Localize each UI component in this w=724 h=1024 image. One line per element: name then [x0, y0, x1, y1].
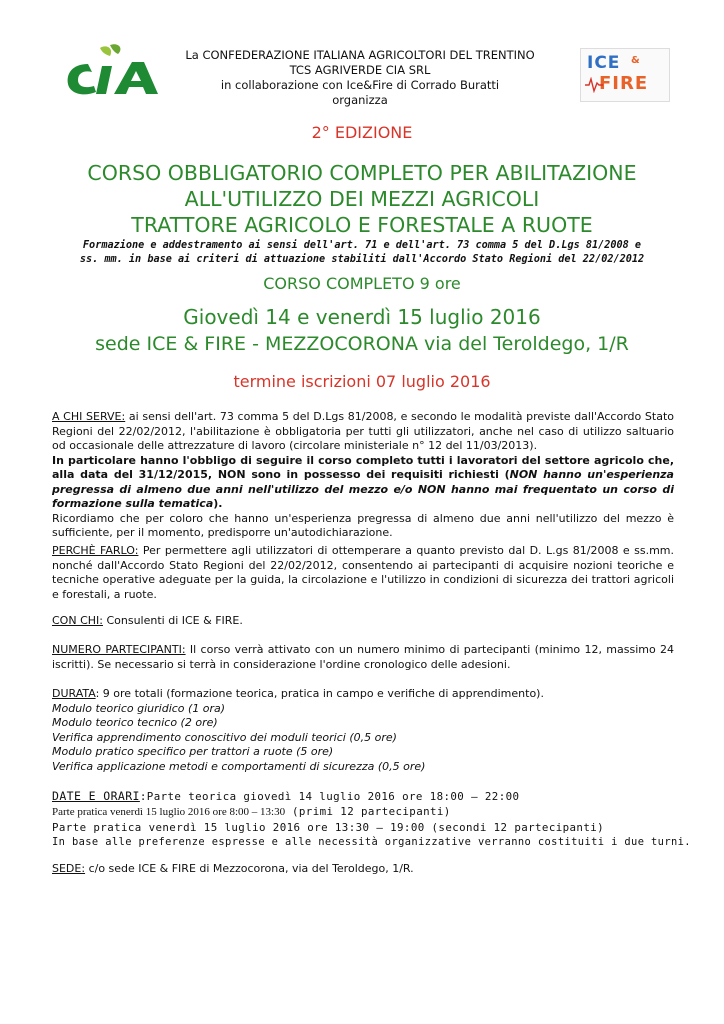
header-line-4: organizza: [332, 93, 388, 107]
course-venue: sede ICE & FIRE - MEZZOCORONA via del Teroldego, 1/R: [95, 333, 629, 355]
date-orari-line-2a: Parte pratica venerdì 15 luglio 2016 ore 8:00 – 13:30: [52, 806, 286, 818]
durata-module-4: Modulo pratico specifico per trattori a ruote (5 ore): [52, 745, 334, 758]
a-chi-serve-text: ai sensi dell'art. 73 comma 5 del D.Lgs 81/2008, e secondo le modalità previste dall'Accordo Stato Regioni del 22/02/2012, l'abilitazione è obbligatoria per tutti gli utilizzatori, anche nel caso di utilizzo saltuario od occasionale delle attrezzature di lavoro (circolare ministeriale n° 12 del 11/03/2013).: [52, 410, 674, 452]
header-block: [150, 48, 570, 108]
title-line-1: CORSO OBBLIGATORIO COMPLETO PER ABILITAZIONE: [87, 161, 637, 185]
durata-module-3: Verifica apprendimento conoscitivo dei moduli teorici (0,5 ore): [52, 730, 397, 744]
con-chi-label: CON CHI:: [52, 614, 103, 627]
course-length: CORSO COMPLETO 9 ore: [263, 274, 461, 293]
date-orari-line-2b: (primi 12 partecipanti): [285, 805, 451, 818]
header-line-2: TCS AGRIVERDE CIA SRL: [289, 63, 431, 77]
header-line-3: in collaborazione con Ice&Fire di Corrado Buratti: [220, 78, 500, 92]
numero-text: Il corso verrà attivato con un numero minimo di partecipanti (minimo 12, massimo 24 iscritti). Se necessario si terrà in considerazione l'ordine cronologico delle adesioni.: [52, 643, 675, 671]
ice-fire-logo-bottom: FIRE: [599, 73, 649, 94]
subtitle-line-1: Formazione e addestramento ai sensi dell'art. 71 e dell'art. 73 comma 5 del D.Lgs 81/2008 e: [82, 240, 642, 251]
course-title: [0, 160, 724, 238]
date-orari-line-3: Parte pratica venerdì 15 luglio 2016 ore 13:30 – 19:00 (secondi 12 partecipanti): [52, 821, 605, 834]
a-chi-serve-bold: In particolare hanno l'obbligo di seguire il corso completo tutti i lavoratori del settore agricolo che, alla data del 31/12/2015, NON sono in possesso dei requisiti richiesti (: [52, 453, 674, 481]
durata-module-2: Modulo teorico tecnico (2 ore): [52, 716, 218, 729]
title-line-3: TRATTORE AGRICOLO E FORESTALE A RUOTE: [131, 213, 593, 237]
a-chi-serve-label: A CHI SERVE:: [52, 410, 126, 423]
subtitle-line-2: ss. mm. in base ai criteri di attuazione stabiliti dall'Accordo Stato Regioni del 22/02/2012: [79, 254, 645, 265]
con-chi-text: Consulenti di ICE & FIRE.: [106, 614, 243, 627]
section-durata: [52, 687, 674, 774]
title-line-2: ALL'UTILIZZO DEI MEZZI AGRICOLI: [184, 187, 540, 211]
section-perche: [52, 544, 674, 602]
durata-text: : 9 ore totali (formazione teorica, pratica in campo e verifiche di apprendimento).: [95, 687, 544, 700]
a-chi-serve-bold-italic: NON hanno un'esperienza pregressa di almeno due anni nell'utilizzo del mezzo e/o NON hanno mai frequentato un corso di formazione sulla tematica: [52, 468, 674, 510]
ice-fire-logo: [580, 48, 670, 102]
section-sede: [52, 862, 674, 877]
heartbeat-icon: [585, 77, 603, 93]
edition-label: 2° EDIZIONE: [311, 123, 413, 142]
perche-label: PERCHÈ FARLO:: [52, 544, 139, 557]
sede-label: SEDE:: [52, 862, 86, 875]
date-orari-line-4: In base alle preferenze espresse e alle necessità organizzative verranno costituiti i due turni.: [52, 836, 691, 848]
perche-text: Per permettere agli utilizzatori di ottemperare a quanto previsto dal D. L.gs 81/2008 e ss.mm. nonché dall'Accordo Stato Regioni del 22/02/2012, consentendo ai partecipanti di acquisire nozioni teoriche e tecniche operative adeguate per la guida, la circolazione e l'utilizzo in condizioni di sicurezza dei trattori agricoli e forestali, a ruote.: [52, 544, 674, 601]
durata-label: DURATA: [52, 687, 96, 700]
section-numero: [52, 643, 674, 672]
ice-fire-logo-amp: &: [631, 55, 640, 66]
course-date: Giovedì 14 e venerdì 15 luglio 2016: [183, 305, 541, 329]
durata-module-1: Modulo teorico giuridico (1 ora): [52, 701, 226, 715]
ice-fire-logo-top: ICE: [587, 53, 621, 73]
date-orari-line-1: :Parte teorica giovedì 14 luglio 2016 ore 18:00 – 22:00: [139, 790, 520, 803]
section-con-chi: [52, 614, 674, 629]
header-line-1: La CONFEDERAZIONE ITALIANA AGRICOLTORI DEL TRENTINO: [185, 48, 535, 62]
durata-module-5: Verifica applicazione metodi e comportamenti di sicurezza (0,5 ore): [52, 759, 426, 773]
section-a-chi-serve: [52, 410, 674, 541]
registration-deadline: termine iscrizioni 07 luglio 2016: [233, 372, 491, 391]
section-date-orari: [52, 789, 692, 850]
sede-text: c/o sede ICE & FIRE di Mezzocorona, via del Teroldego, 1/R.: [88, 862, 414, 875]
date-orari-label: DATE E ORARI: [52, 789, 140, 803]
numero-label: NUMERO PARTECIPANTI:: [52, 643, 186, 656]
a-chi-serve-bold-end: ).: [213, 497, 223, 510]
course-subtitle: [0, 239, 724, 267]
a-chi-serve-reminder: Ricordiamo che per coloro che hanno un'esperienza pregressa di almeno due anni nell'utilizzo del mezzo è sufficiente, per il momento, predisporre un'autodichiarazione.: [52, 511, 674, 539]
